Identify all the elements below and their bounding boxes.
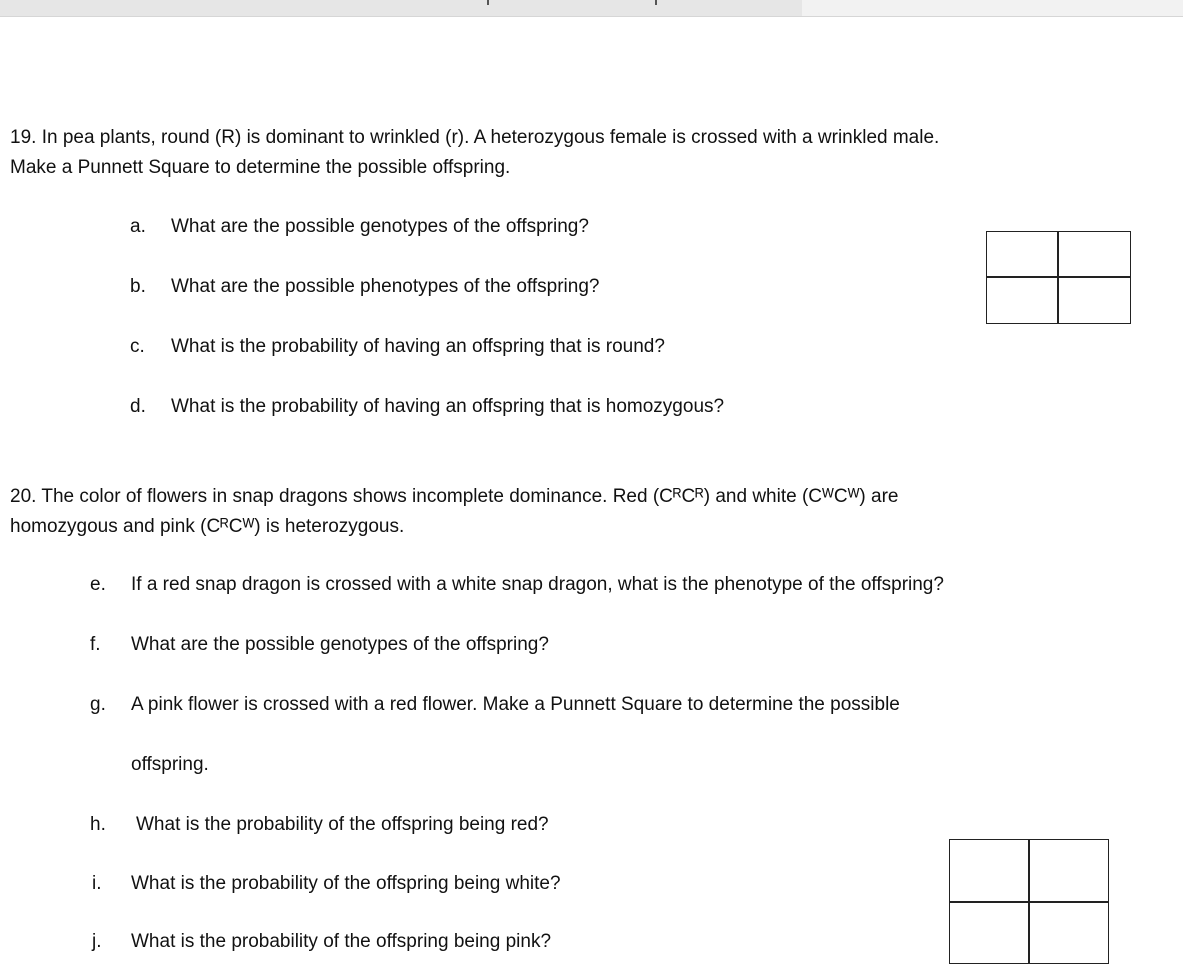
item-marker: c.: [130, 336, 145, 357]
question-20-line-2: homozygous and pink (CᴿCᵂ) is heterozygous.: [10, 516, 405, 537]
punnett-square-2: [949, 839, 1109, 964]
item-text: What is the probability of the offspring being pink?: [131, 931, 552, 952]
item-text: What are the possible genotypes of the offspring?: [171, 216, 589, 237]
item-text: What is the probability of the offspring being white?: [131, 873, 561, 894]
ruler-tick: [487, 0, 489, 5]
ruler-tick: [655, 0, 657, 5]
question-19-line-1: 19. In pea plants, round (R) is dominant to wrinkled (r). A heterozygous female is crossed with a wrinkled male.: [10, 127, 940, 148]
grid-line: [1057, 232, 1059, 323]
item-marker: f.: [90, 634, 101, 655]
item-marker: e.: [90, 574, 106, 595]
top-toolbar-strip: [0, 0, 1183, 17]
item-marker: a.: [130, 216, 146, 237]
item-text-continued: offspring.: [131, 754, 209, 775]
item-marker: j.: [92, 931, 102, 952]
item-marker: i.: [92, 873, 102, 894]
item-marker: g.: [90, 694, 106, 715]
item-text: What are the possible phenotypes of the offspring?: [171, 276, 600, 297]
punnett-square-1: [986, 231, 1131, 324]
grid-line: [987, 276, 1130, 278]
item-text: What is the probability of the offspring being red?: [136, 814, 549, 835]
item-text: If a red snap dragon is crossed with a white snap dragon, what is the phenotype of the offspring?: [131, 574, 944, 595]
question-20-line-1: 20. The color of flowers in snap dragons shows incomplete dominance. Red (CᴿCᴿ) and white (CᵂCᵂ) are: [10, 486, 899, 507]
toolbar-left-panel: [0, 0, 802, 16]
item-marker: d.: [130, 396, 146, 417]
item-text: What are the possible genotypes of the offspring?: [131, 634, 549, 655]
question-19-line-2: Make a Punnett Square to determine the possible offspring.: [10, 157, 511, 178]
item-text: What is the probability of having an offspring that is round?: [171, 336, 665, 357]
item-text: What is the probability of having an offspring that is homozygous?: [171, 396, 725, 417]
item-text: A pink flower is crossed with a red flower. Make a Punnett Square to determine the possible: [131, 694, 900, 715]
item-marker: b.: [130, 276, 146, 297]
item-marker: h.: [90, 814, 106, 835]
grid-line: [950, 901, 1108, 903]
